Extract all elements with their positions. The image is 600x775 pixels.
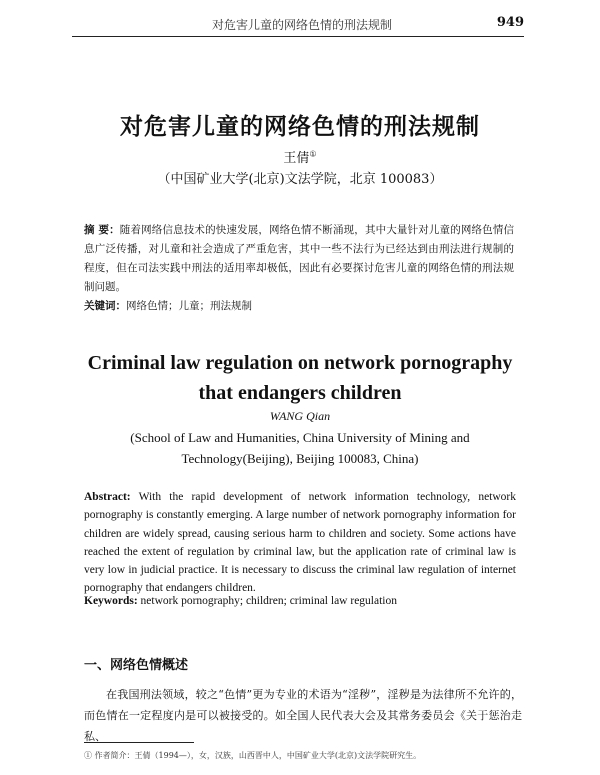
author-name-zh: 王倩: [283, 151, 310, 166]
abstract-en-label: Abstract:: [84, 491, 131, 503]
chinese-affiliation: （中国矿业大学(北京)文法学院，北京 100083）: [157, 172, 443, 187]
footnote-divider: [84, 742, 194, 743]
running-header: [72, 14, 524, 37]
author-footnote-mark: ①: [309, 149, 317, 159]
abstract-zh-label: 摘 要：: [84, 224, 120, 236]
english-title: [0, 348, 600, 408]
running-head-title: 对危害儿童的网络色情的刑法规制: [212, 18, 393, 32]
chinese-author: [0, 147, 600, 166]
keywords-zh-text: 网络色情；儿童；刑法规制: [126, 300, 252, 312]
english-affiliation: [0, 427, 600, 469]
english-abstract: [84, 488, 516, 598]
page-number: 949: [496, 15, 524, 30]
english-affiliation-line-1: (School of Law and Humanities, China University of Mining and: [130, 430, 470, 445]
chinese-abstract: [84, 221, 514, 297]
abstract-en-text: With the rapid development of network information technology, network pornography is constantly emerging. A large number of network pornography information for children are widely spread, causing serious harm to children and society. Some actions have reached the extent of regulation by criminal law, but the application rate of criminal law is very low in judicial practice. It is necessary to discuss the criminal law regulation of internet pornography that endangers children.: [84, 491, 517, 595]
chinese-keywords: [84, 297, 514, 316]
chinese-title: 对危害儿童的网络色情的刑法规制: [120, 113, 480, 140]
keywords-en-text: network pornography; children; criminal law regulation: [140, 595, 397, 607]
keywords-zh-label: 关键词：: [84, 300, 126, 312]
english-title-line-2: that endangers children: [198, 382, 402, 404]
keywords-en-label: Keywords:: [84, 595, 138, 607]
english-affiliation-line-2: Technology(Beijing), Beijing 100083, China): [181, 451, 419, 466]
section-heading: 一、网络色情概述: [84, 658, 189, 673]
author-footnote: ① 作者简介：王倩（1994—），女，汉族，山西晋中人，中国矿业大学(北京)文法学院研究生。: [84, 751, 422, 760]
body-paragraph: 在我国刑法领域，较之“色情”更为专业的术语为“淫秽”，淫秽是为法律所不允许的，而色情在一定程度内是可以被接受的。如全国人民代表大会及其常务委员会《关于惩治走私、: [84, 688, 522, 743]
english-keywords: [84, 595, 516, 607]
english-title-line-1: Criminal law regulation on network pornography: [87, 352, 513, 374]
abstract-zh-text: 随着网络信息技术的快速发展，网络色情不断涌现，其中大量针对儿童的网络色情信息广泛传播，对儿童和社会造成了严重危害，其中一些不法行为已经达到由刑法进行规制的程度，但在司法实践中刑法的适用率却极低，因此有必要探讨危害儿童的网络色情的刑法规制问题。: [84, 224, 515, 293]
english-author: WANG Qian: [269, 409, 331, 423]
